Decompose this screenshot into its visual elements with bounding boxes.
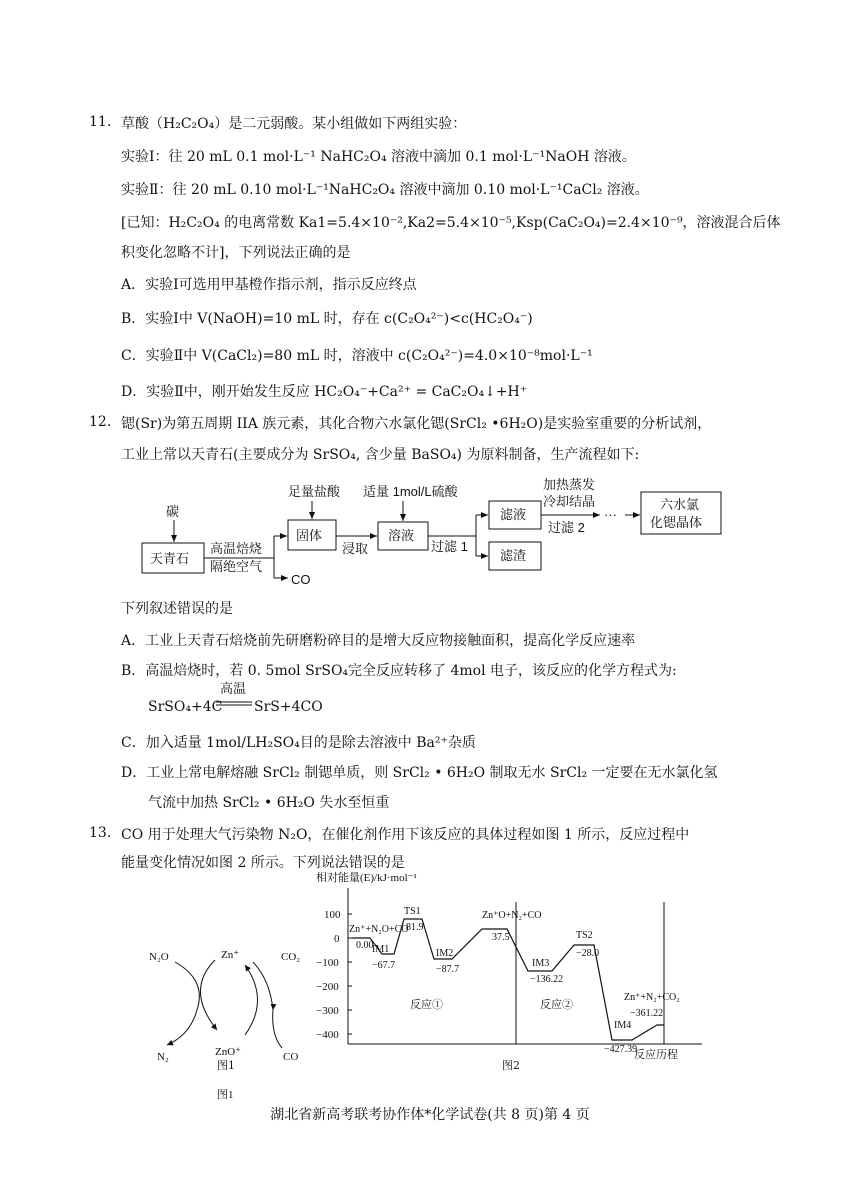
fig2-state-mid-value: 37.5 <box>492 932 510 943</box>
flow-hcl: 足量盐酸 <box>288 484 341 499</box>
fig2-state-im2-value: −87.7 <box>436 964 460 975</box>
q11-exp1: 实验Ⅰ：往 20 mL 0.1 mol·L⁻¹ NaHC₂O₄ 溶液中滴加 0.1 mol·L⁻¹NaOH 溶液。 <box>121 149 636 165</box>
fig1-co2: CO₂ <box>281 951 301 963</box>
fig2-tick-100: 100 <box>324 909 341 921</box>
fig2-state-im4-label: IM4 <box>614 1020 632 1031</box>
flow-evap-1: 加热蒸发 <box>543 477 596 492</box>
flow-solution: 溶液 <box>388 528 415 543</box>
fig2-tick-neg300: −300 <box>316 1005 339 1017</box>
q12-option-b: B．高温焙烧时，若 0. 5mol SrSO₄完全反应转移了 4mol 电子，该反应的化学方程式为: <box>121 663 677 679</box>
fig2-tick-neg200: −200 <box>316 981 339 993</box>
flow-h2so4: 适量 1mol/L硫酸 <box>363 484 458 499</box>
page-footer: 湖北省新高考联考协作体*化学试卷(共 8 页)第 4 页 <box>270 1107 590 1123</box>
fig2-state-mid-label: Zn⁺O+N₂+CO <box>482 910 542 921</box>
flow-residue: 滤渣 <box>500 548 527 563</box>
q11-number: 11. <box>89 114 112 130</box>
fig2-state-im1-value: −67.7 <box>372 960 396 971</box>
fig2-state-im3-value: −136.22 <box>530 974 564 985</box>
fig2-x-label: 反应历程 <box>634 1049 678 1061</box>
fig2-state-ts2-label: TS2 <box>576 930 593 941</box>
fig1-caption: 图1 <box>217 1089 234 1101</box>
flow-solid: 固体 <box>296 528 323 543</box>
flow-filter-2: 过滤 2 <box>548 520 585 535</box>
fig1-caption-text: 图1 <box>217 1059 235 1072</box>
q12-equation-right: SrS+4CO <box>254 699 323 715</box>
q12-stem-1: 锶(Sr)为第五周期 IIA 族元素，其化合物六水氯化锶(SrCl₂ •6H₂O)是实验室重要的分析试剂， <box>121 416 712 432</box>
flow-roast-2: 隔绝空气 <box>210 559 263 574</box>
q12-option-a: A．工业上天青石焙烧前先研磨粉碎目的是增大反应物接触面积，提高化学反应速率 <box>121 633 636 649</box>
q11-known-2: 积变化忽略不计]，下列说法正确的是 <box>121 245 351 261</box>
fig2-state-im1-label: IM1 <box>372 944 390 955</box>
fig2-state-im2-label: IM2 <box>436 948 454 959</box>
q11-stem: 草酸（H₂C₂O₄）是二元弱酸。某小组做如下两组实验： <box>121 116 467 132</box>
fig1-n2o: N₂O <box>149 951 169 963</box>
q12-ask: 下列叙述错误的是 <box>121 601 233 617</box>
fig2-caption: 图2 <box>502 1059 520 1072</box>
q12-equation-left: SrSO₄+4C <box>148 699 223 715</box>
q12-option-c: C．加入适量 1mol/LH₂SO₄目的是除去溶液中 Ba²⁺杂质 <box>121 735 476 751</box>
q13-stem-2: 能量变化情况如图 2 所示。下列说法错误的是 <box>121 855 405 871</box>
fig2-reaction-2: 反应② <box>540 999 573 1011</box>
flow-evap-2: 冷却结晶 <box>543 494 596 509</box>
fig2-state-start-label: Zn⁺+N₂O+CO <box>349 924 409 935</box>
q11-option-c: C．实验Ⅱ中 V(CaCl₂)=80 mL 时，溶液中 c(C₂O₄²⁻)=4.0×10⁻⁸mol·L⁻¹ <box>121 348 593 364</box>
fig2-state-im3-label: IM3 <box>532 958 550 969</box>
flow-roast-1: 高温焙烧 <box>210 541 263 556</box>
q13-stem-1: CO 用于处理大气污染物 N₂O，在催化剂作用下该反应的具体过程如图 1 所示，反应过程中 <box>121 827 690 843</box>
flow-product-1: 六水氯 <box>660 497 700 512</box>
flow-carbon: 碳 <box>166 504 180 519</box>
fig2-tick-0: 0 <box>334 933 340 945</box>
q12-stem-2: 工业上常以天青石(主要成分为 SrSO₄, 含少量 BaSO₄) 为原料制备，生产流程如下: <box>121 447 640 463</box>
fig2-reaction-1: 反应① <box>410 999 443 1011</box>
fig2-state-ts2-value: −28.0 <box>576 948 600 959</box>
fig2-state-ts1-value: 81.9 <box>406 922 424 933</box>
catalytic-cycle-figure <box>145 940 325 1101</box>
fig2-state-ts1-label: TS1 <box>404 906 421 917</box>
fig2-tick-neg100: −100 <box>316 957 339 969</box>
q12-equation-sign <box>216 701 252 707</box>
flow-celestite: 天青石 <box>150 551 190 566</box>
fig2-state-end-value: −361.22 <box>630 1008 664 1019</box>
fig2-tick-neg400: −400 <box>316 1029 339 1041</box>
q12-equation-condition: 高温 <box>220 682 247 697</box>
fig1-co: CO <box>283 1051 299 1063</box>
q12-number: 12. <box>89 414 112 430</box>
q11-option-d: D．实验Ⅱ中，刚开始发生反应 HC₂O₄⁻+Ca²⁺ = CaC₂O₄↓+H⁺ <box>121 384 528 400</box>
production-flowchart <box>138 474 738 594</box>
q11-exp2: 实验Ⅱ：往 20 mL 0.10 mol·L⁻¹NaHC₂O₄ 溶液中滴加 0.10 mol·L⁻¹CaCl₂ 溶液。 <box>121 182 649 198</box>
q11-known-1: [已知：H₂C₂O₄ 的电离常数 Ka1=5.4×10⁻²,Ka2=5.4×10⁻⁵,Ksp(CaC₂O₄)=2.4×10⁻⁹，溶液混合后体 <box>121 215 781 231</box>
fig1-zn-ion: Zn⁺ <box>221 949 240 961</box>
q12-option-d-2: 气流中加热 SrCl₂ • 6H₂O 失水至恒重 <box>148 795 390 811</box>
fig2-state-im4-value: −427.39 <box>604 1044 638 1055</box>
flow-product-2: 化锶晶体 <box>650 515 703 530</box>
flow-co: CO <box>291 572 311 587</box>
flow-filter-1: 过滤 1 <box>431 539 468 554</box>
flow-dots: ··· <box>604 507 617 522</box>
energy-profile-figure <box>312 872 712 1066</box>
q13-number: 13. <box>89 825 112 841</box>
flow-filtrate: 滤液 <box>500 507 527 522</box>
q11-option-b: B．实验Ⅰ中 V(NaOH)=10 mL 时，存在 c(C₂O₄²⁻)<c(HC₂O₄⁻) <box>121 311 533 327</box>
fig2-state-end-label: Zn⁺+N₂+CO₂ <box>624 992 680 1003</box>
fig1-zno-ion: ZnO⁺ <box>215 1046 241 1058</box>
fig2-y-label: 相对能量(E)/kJ·mol⁻¹ <box>316 872 417 884</box>
q12-option-d-1: D．工业上常电解熔融 SrCl₂ 制锶单质，则 SrCl₂ • 6H₂O 制取无水 SrCl₂ 一定要在无水氯化氢 <box>121 765 718 781</box>
q11-option-a: A．实验Ⅰ可选用甲基橙作指示剂，指示反应终点 <box>121 277 417 293</box>
fig1-n2: N₂ <box>157 1051 169 1063</box>
fig2-state-start-value: 0.00 <box>356 940 374 951</box>
flow-leach: 浸取 <box>342 541 369 556</box>
